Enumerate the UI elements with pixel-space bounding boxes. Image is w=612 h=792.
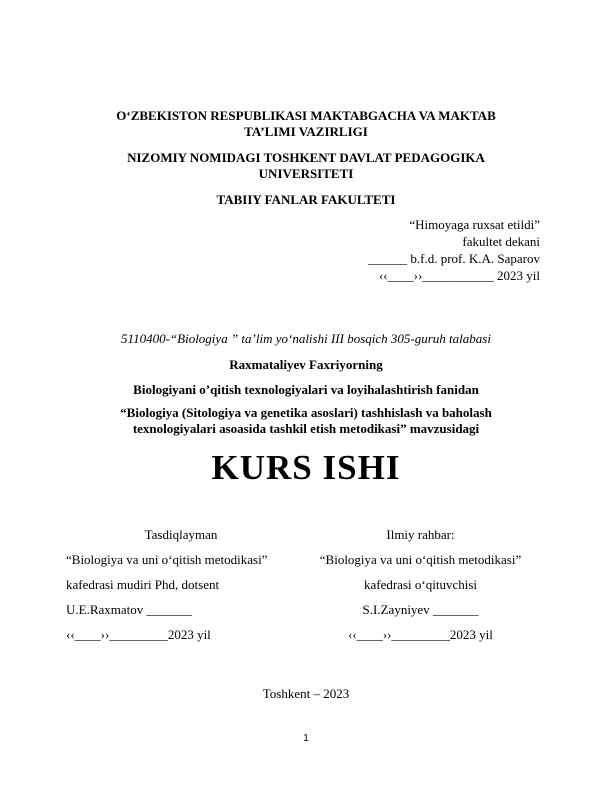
supervisor-signature-block — [303, 526, 538, 651]
approval-line-1: “Himoyaga ruxsat etildi” — [409, 217, 540, 232]
supervisor-name: S.I.Zayniyev _______ — [362, 602, 479, 617]
approval-line-4: ‹‹____››___________ 2023 yil — [378, 268, 540, 283]
faculty-heading: TABIIY FANLAR FAKULTETI — [216, 192, 396, 207]
approval-line-3: ______ b.f.d. prof. K.A. Saparov — [368, 251, 540, 266]
university-line-1: NIZOMIY NOMIDAGI TOSHKENT DAVLAT PEDAGOGIKA — [127, 150, 485, 165]
ministry-line-2: TA’LIMI VAZIRLIGI — [244, 124, 368, 139]
student-info: 5110400-“Biologiya ” ta’lim yo‘nalishi III bosqich 305-guruh talabasi — [121, 331, 491, 346]
supervisor-department: “Biologiya va uni o‘qitish metodikasi” — [319, 552, 522, 567]
approver-title: Tasdiqlayman — [144, 527, 218, 542]
topic-line-2: texnologiyalari asoasida tashkil etish metodikasi” mavzusidagi — [132, 421, 480, 436]
university-line-2: UNIVERSITETI — [258, 166, 354, 181]
approver-signature-block — [66, 526, 296, 651]
city-year: Toshkent – 2023 — [262, 686, 350, 701]
approver-name: U.E.Raxmatov _______ — [66, 602, 193, 617]
ministry-line-1: O‘ZBEKISTON RESPUBLIKASI MAKTABGACHA VA MAKTAB — [116, 108, 496, 123]
supervisor-date: ‹‹____››_________2023 yil — [348, 627, 493, 642]
page-number: 1 — [303, 733, 309, 744]
approver-position: kafedrasi mudiri Phd, dotsent — [66, 577, 220, 592]
approval-block — [368, 216, 540, 284]
supervisor-title: Ilmiy rahbar: — [386, 527, 455, 542]
document-type-title: KURS ISHI — [211, 448, 401, 487]
approval-line-2: fakultet dekani — [462, 234, 540, 249]
supervisor-position: kafedrasi o‘qituvchisi — [364, 577, 477, 592]
approver-department: “Biologiya va uni o‘qitish metodikasi” — [66, 552, 268, 567]
subject-line: Biologiyani o’qitish texnologiyalari va loyihalashtirish fanidan — [133, 382, 479, 397]
topic-block — [0, 405, 612, 437]
university-heading — [0, 150, 612, 182]
ministry-heading — [0, 108, 612, 140]
student-name: Raxmataliyev Faxriyorning — [229, 357, 383, 372]
topic-line-1: “Biologiya (Sitologiya va genetika asoslari) tashhislash va baholash — [120, 405, 492, 420]
approver-date: ‹‹____››_________2023 yil — [66, 627, 211, 642]
